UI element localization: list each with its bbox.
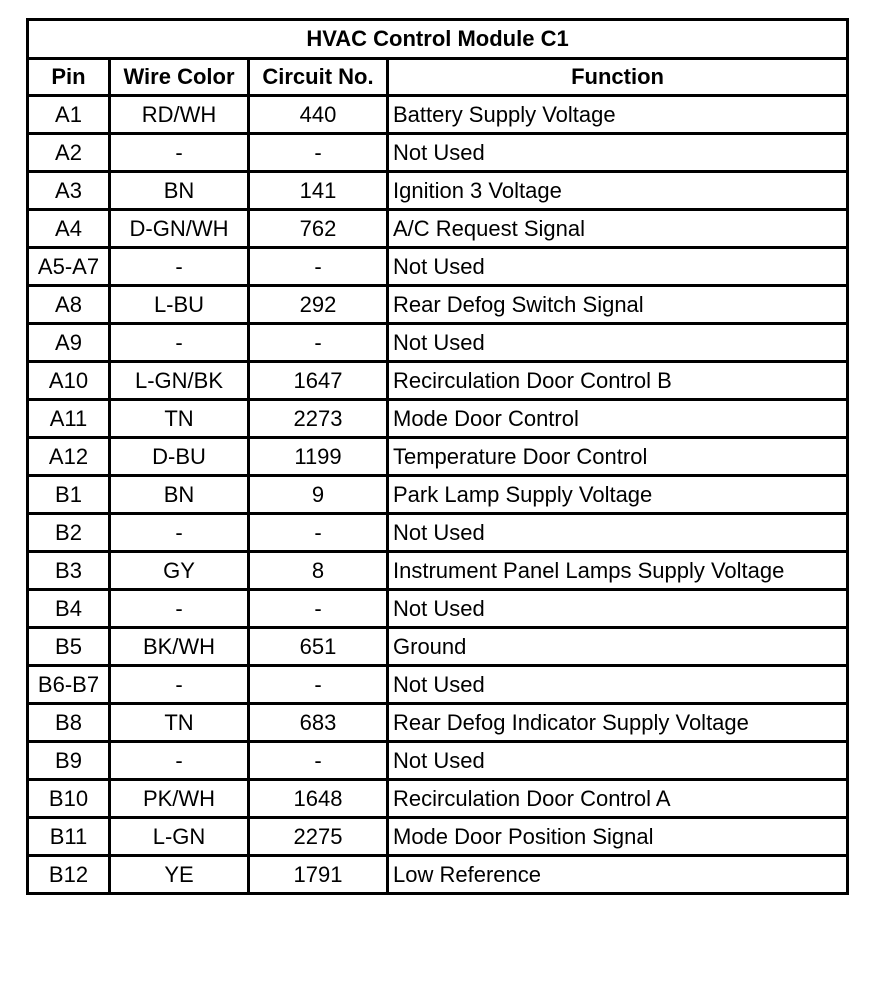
function-cell: Park Lamp Supply Voltage [388,476,848,514]
circuit-no-cell: 141 [249,172,388,210]
wire-color-cell: D-BU [110,438,249,476]
function-cell: Not Used [388,134,848,172]
table-title-row [28,20,848,59]
pin-cell: B2 [28,514,110,552]
wire-color-cell: BK/WH [110,628,249,666]
pin-cell: B4 [28,590,110,628]
wire-color-cell: RD/WH [110,96,249,134]
function-cell: Not Used [388,666,848,704]
table-row [28,856,848,894]
table-row [28,780,848,818]
wire-color-cell: L-GN/BK [110,362,249,400]
pin-cell: A5-A7 [28,248,110,286]
function-cell: Not Used [388,324,848,362]
wire-color-cell: PK/WH [110,780,249,818]
function-cell: Ground [388,628,848,666]
circuit-no-cell: 8 [249,552,388,590]
function-cell: Low Reference [388,856,848,894]
table-row [28,96,848,134]
table-row [28,210,848,248]
table-row [28,438,848,476]
table-row [28,628,848,666]
circuit-no-cell: 2275 [249,818,388,856]
table-row [28,172,848,210]
circuit-no-cell: - [249,134,388,172]
column-header-function: Function [388,59,848,96]
function-cell: Battery Supply Voltage [388,96,848,134]
pin-cell: B12 [28,856,110,894]
table-body [28,96,848,894]
circuit-no-cell: - [249,248,388,286]
circuit-no-cell: - [249,666,388,704]
function-cell: Not Used [388,742,848,780]
wire-color-cell: - [110,248,249,286]
function-cell: Recirculation Door Control B [388,362,848,400]
pin-cell: B5 [28,628,110,666]
column-header-circuit-no: Circuit No. [249,59,388,96]
wire-color-cell: - [110,590,249,628]
circuit-no-cell: 683 [249,704,388,742]
pin-cell: B10 [28,780,110,818]
table-row [28,248,848,286]
pinout-table [26,18,849,895]
circuit-no-cell: - [249,590,388,628]
pin-cell: B3 [28,552,110,590]
table-header-row [28,59,848,96]
circuit-no-cell: - [249,324,388,362]
wire-color-cell: L-GN [110,818,249,856]
function-cell: Ignition 3 Voltage [388,172,848,210]
pin-cell: A12 [28,438,110,476]
circuit-no-cell: 2273 [249,400,388,438]
wire-color-cell: BN [110,476,249,514]
function-cell: A/C Request Signal [388,210,848,248]
column-header-wire-color: Wire Color [110,59,249,96]
pin-cell: A2 [28,134,110,172]
circuit-no-cell: 1648 [249,780,388,818]
table-row [28,590,848,628]
table-row [28,362,848,400]
pin-cell: B6-B7 [28,666,110,704]
function-cell: Recirculation Door Control A [388,780,848,818]
table-row [28,400,848,438]
pin-cell: A4 [28,210,110,248]
pin-cell: A10 [28,362,110,400]
circuit-no-cell: 762 [249,210,388,248]
pin-cell: A3 [28,172,110,210]
table-row [28,476,848,514]
circuit-no-cell: 292 [249,286,388,324]
function-cell: Mode Door Position Signal [388,818,848,856]
table-row [28,742,848,780]
circuit-no-cell: 1199 [249,438,388,476]
table-row [28,818,848,856]
pin-cell: A11 [28,400,110,438]
circuit-no-cell: 651 [249,628,388,666]
pin-cell: B1 [28,476,110,514]
function-cell: Not Used [388,248,848,286]
wire-color-cell: BN [110,172,249,210]
table-row [28,666,848,704]
column-header-pin: Pin [28,59,110,96]
pin-cell: A8 [28,286,110,324]
table-row [28,514,848,552]
wire-color-cell: - [110,742,249,780]
wire-color-cell: TN [110,400,249,438]
table-row [28,324,848,362]
circuit-no-cell: 1647 [249,362,388,400]
function-cell: Not Used [388,514,848,552]
wire-color-cell: - [110,324,249,362]
wire-color-cell: D-GN/WH [110,210,249,248]
circuit-no-cell: 9 [249,476,388,514]
function-cell: Temperature Door Control [388,438,848,476]
circuit-no-cell: - [249,514,388,552]
function-cell: Rear Defog Switch Signal [388,286,848,324]
function-cell: Rear Defog Indicator Supply Voltage [388,704,848,742]
function-cell: Instrument Panel Lamps Supply Voltage [388,552,848,590]
pin-cell: B9 [28,742,110,780]
wire-color-cell: - [110,134,249,172]
function-cell: Not Used [388,590,848,628]
wire-color-cell: GY [110,552,249,590]
table-row [28,704,848,742]
wire-color-cell: - [110,514,249,552]
wire-color-cell: TN [110,704,249,742]
wire-color-cell: L-BU [110,286,249,324]
table-title: HVAC Control Module C1 [28,20,848,59]
wire-color-cell: - [110,666,249,704]
pin-cell: B11 [28,818,110,856]
pin-cell: A1 [28,96,110,134]
pin-cell: A9 [28,324,110,362]
circuit-no-cell: - [249,742,388,780]
table-row [28,552,848,590]
wire-color-cell: YE [110,856,249,894]
pin-cell: B8 [28,704,110,742]
table-row [28,286,848,324]
circuit-no-cell: 1791 [249,856,388,894]
function-cell: Mode Door Control [388,400,848,438]
table-row [28,134,848,172]
circuit-no-cell: 440 [249,96,388,134]
